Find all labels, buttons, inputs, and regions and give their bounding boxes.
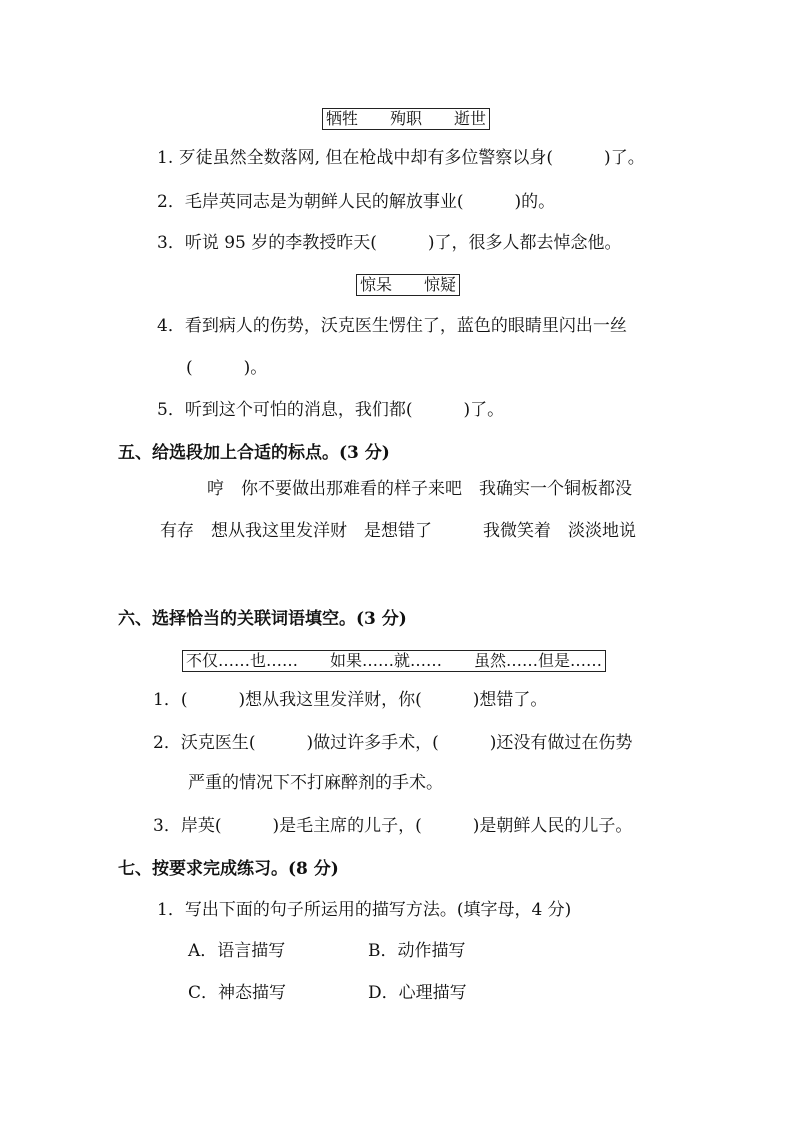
question-2: 2．毛岸英同志是为朝鲜人民的解放事业( )的。: [157, 192, 556, 212]
relation-question-1: 1．( )想从我这里发洋财，你( )想错了。: [153, 690, 548, 710]
sub-question-1: 1．写出下面的句子所运用的描写方法。(填字母，4 分): [157, 900, 572, 920]
question-5: 5．听到这个可怕的消息，我们都( )了。: [157, 400, 505, 420]
word-box-1: 牺牲 殉职 逝世: [322, 108, 490, 130]
passage-line-1: 哼 你不要做出那难看的样子来吧 我确实一个铜板都没: [207, 479, 632, 499]
question-1: 1. 歹徒虽然全数落网, 但在枪战中却有多位警察以身( )了。: [157, 148, 645, 168]
section-5-heading: 五、给选段加上合适的标点。(3 分): [118, 443, 390, 463]
question-4-line-1: 4．看到病人的伤势，沃克医生愣住了，蓝色的眼睛里闪出一丝: [157, 316, 627, 336]
section-6-heading: 六、选择恰当的关联词语填空。(3 分): [118, 609, 407, 629]
section-7-heading: 七、按要求完成练习。(8 分): [118, 859, 339, 879]
question-4-line-2: ( )。: [186, 358, 268, 378]
question-3: 3．听说 95 岁的李教授昨天( )了，很多人都去悼念他。: [157, 233, 622, 253]
option-b: B．动作描写: [368, 941, 466, 961]
relation-question-3: 3．岸英( )是毛主席的儿子，( )是朝鲜人民的儿子。: [153, 816, 633, 836]
conjunction-box: 不仅……也…… 如果……就…… 虽然……但是……: [182, 650, 606, 672]
relation-question-2-line-2: 严重的情况下不打麻醉剂的手术。: [188, 773, 443, 793]
option-a: A．语言描写: [188, 941, 286, 961]
relation-question-2-line-1: 2．沃克医生( )做过许多手术，( )还没有做过在伤势: [153, 733, 633, 753]
option-d: D．心理描写: [368, 983, 467, 1003]
passage-line-2: 有存 想从我这里发洋财 是想错了 我微笑着 淡淡地说: [160, 521, 636, 541]
option-c: C．神态描写: [188, 983, 287, 1003]
word-box-2: 惊呆 惊疑: [356, 274, 460, 296]
